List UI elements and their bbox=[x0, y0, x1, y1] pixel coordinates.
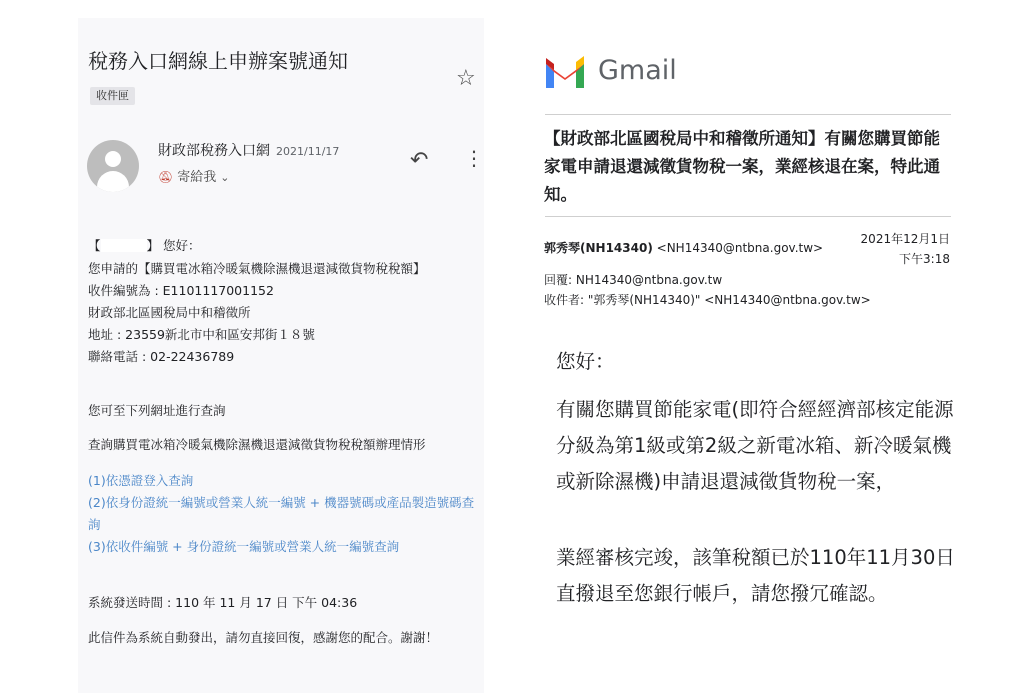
recipient-line: 收件者: "郭秀琴(NH14340)" <NH14340@ntbna.gov.tw> bbox=[544, 293, 871, 307]
sender-name: 財政部稅務入口網 bbox=[158, 143, 270, 159]
address-line: 地址 : 23559新北市中和區安邦街１８號 bbox=[88, 327, 315, 342]
mobile-email-panel bbox=[78, 18, 484, 693]
query-link-case-number[interactable]: (3)依收件編號 + 身份證統一編號或營業人統一編號查詢 bbox=[88, 539, 400, 554]
redacted-name bbox=[101, 239, 147, 252]
case-number-line: 收件編號為 : E1101117001152 bbox=[88, 283, 274, 298]
sender-name: 郭秀琴(NH14340) bbox=[544, 241, 653, 255]
greeting: 您好： bbox=[556, 350, 615, 373]
sent-time: 系統發送時間 : 110 年 11 月 17 日 下午 04:36 bbox=[88, 595, 358, 610]
email-date: 2021年12月1日 bbox=[860, 232, 950, 246]
more-vert-icon[interactable]: ⋮ bbox=[464, 146, 484, 170]
gmail-email-panel bbox=[532, 18, 962, 693]
phone-line: 聯絡電話 : 02-22436789 bbox=[88, 349, 235, 364]
query-link-certificate[interactable]: (1)依憑證登入查詢 bbox=[88, 473, 194, 488]
greeting-line bbox=[88, 236, 201, 254]
muted-bell-icon: 🔕︎ bbox=[158, 170, 174, 184]
to-me-label: 寄給我 bbox=[177, 170, 217, 185]
email-subject: 稅務入口網線上申辦案號通知 bbox=[88, 49, 348, 73]
divider bbox=[545, 114, 951, 115]
reply-to-line: 回覆: NH14340@ntbna.gov.tw bbox=[544, 273, 723, 287]
query-intro: 您可至下列網址進行查詢 bbox=[88, 403, 226, 418]
reply-icon[interactable]: ↶ bbox=[410, 148, 429, 173]
gmail-logo bbox=[543, 56, 587, 90]
query-title: 查詢購買電冰箱冷暖氣機除濕機退還減徵貨物稅稅額辦理情形 bbox=[88, 437, 426, 452]
gmail-wordmark: Gmail bbox=[598, 55, 677, 86]
inbox-label-chip[interactable]: 收件匣 bbox=[90, 87, 135, 105]
recipient-toggle[interactable] bbox=[158, 166, 229, 185]
chevron-down-icon[interactable]: ⌄ bbox=[220, 171, 230, 184]
sender-address[interactable]: <NH14340@ntbna.gov.tw> bbox=[656, 241, 824, 255]
email-headline: 【財政部北區國稅局中和稽徵所通知】有關您購買節能家電申請退還減徵貨物稅一案，業經核退在案，特此通知。 bbox=[544, 129, 940, 204]
body-line: 您申請的【購買電冰箱冷暖氣機除濕機退還減徵貨物稅稅額】 bbox=[88, 261, 426, 276]
email-time: 下午3:18 bbox=[899, 252, 950, 266]
email-date: 2021/11/17 bbox=[276, 145, 340, 158]
office-line: 財政部北區國稅局中和稽徵所 bbox=[88, 305, 251, 320]
body-paragraph-2: 業經審核完竣，該筆稅額已於110年11月30日直撥退至您銀行帳戶，請您撥冗確認。 bbox=[556, 546, 955, 605]
person-avatar-icon[interactable] bbox=[87, 140, 139, 192]
auto-footer: 此信件為系統自動發出，請勿直接回復，感謝您的配合。謝謝！ bbox=[88, 630, 439, 645]
divider bbox=[545, 216, 951, 217]
sender-line bbox=[544, 239, 823, 256]
body-paragraph-1: 有關您購買節能家電(即符合經經濟部核定能源分級為第1級或第2級之新電冰箱、新冷暖氣機或新除濕機)申請退還減徵貨物稅一案， bbox=[556, 398, 954, 493]
star-icon[interactable]: ☆ bbox=[456, 66, 476, 91]
sender-line bbox=[158, 140, 339, 160]
greeting-suffix: 】 您好： bbox=[146, 238, 201, 253]
query-link-id-machine[interactable]: (2)依身份證統一編號或營業人統一編號 + 機器號碼或產品製造號碼查詢 bbox=[88, 495, 475, 532]
greeting-prefix: 【 bbox=[88, 238, 101, 253]
